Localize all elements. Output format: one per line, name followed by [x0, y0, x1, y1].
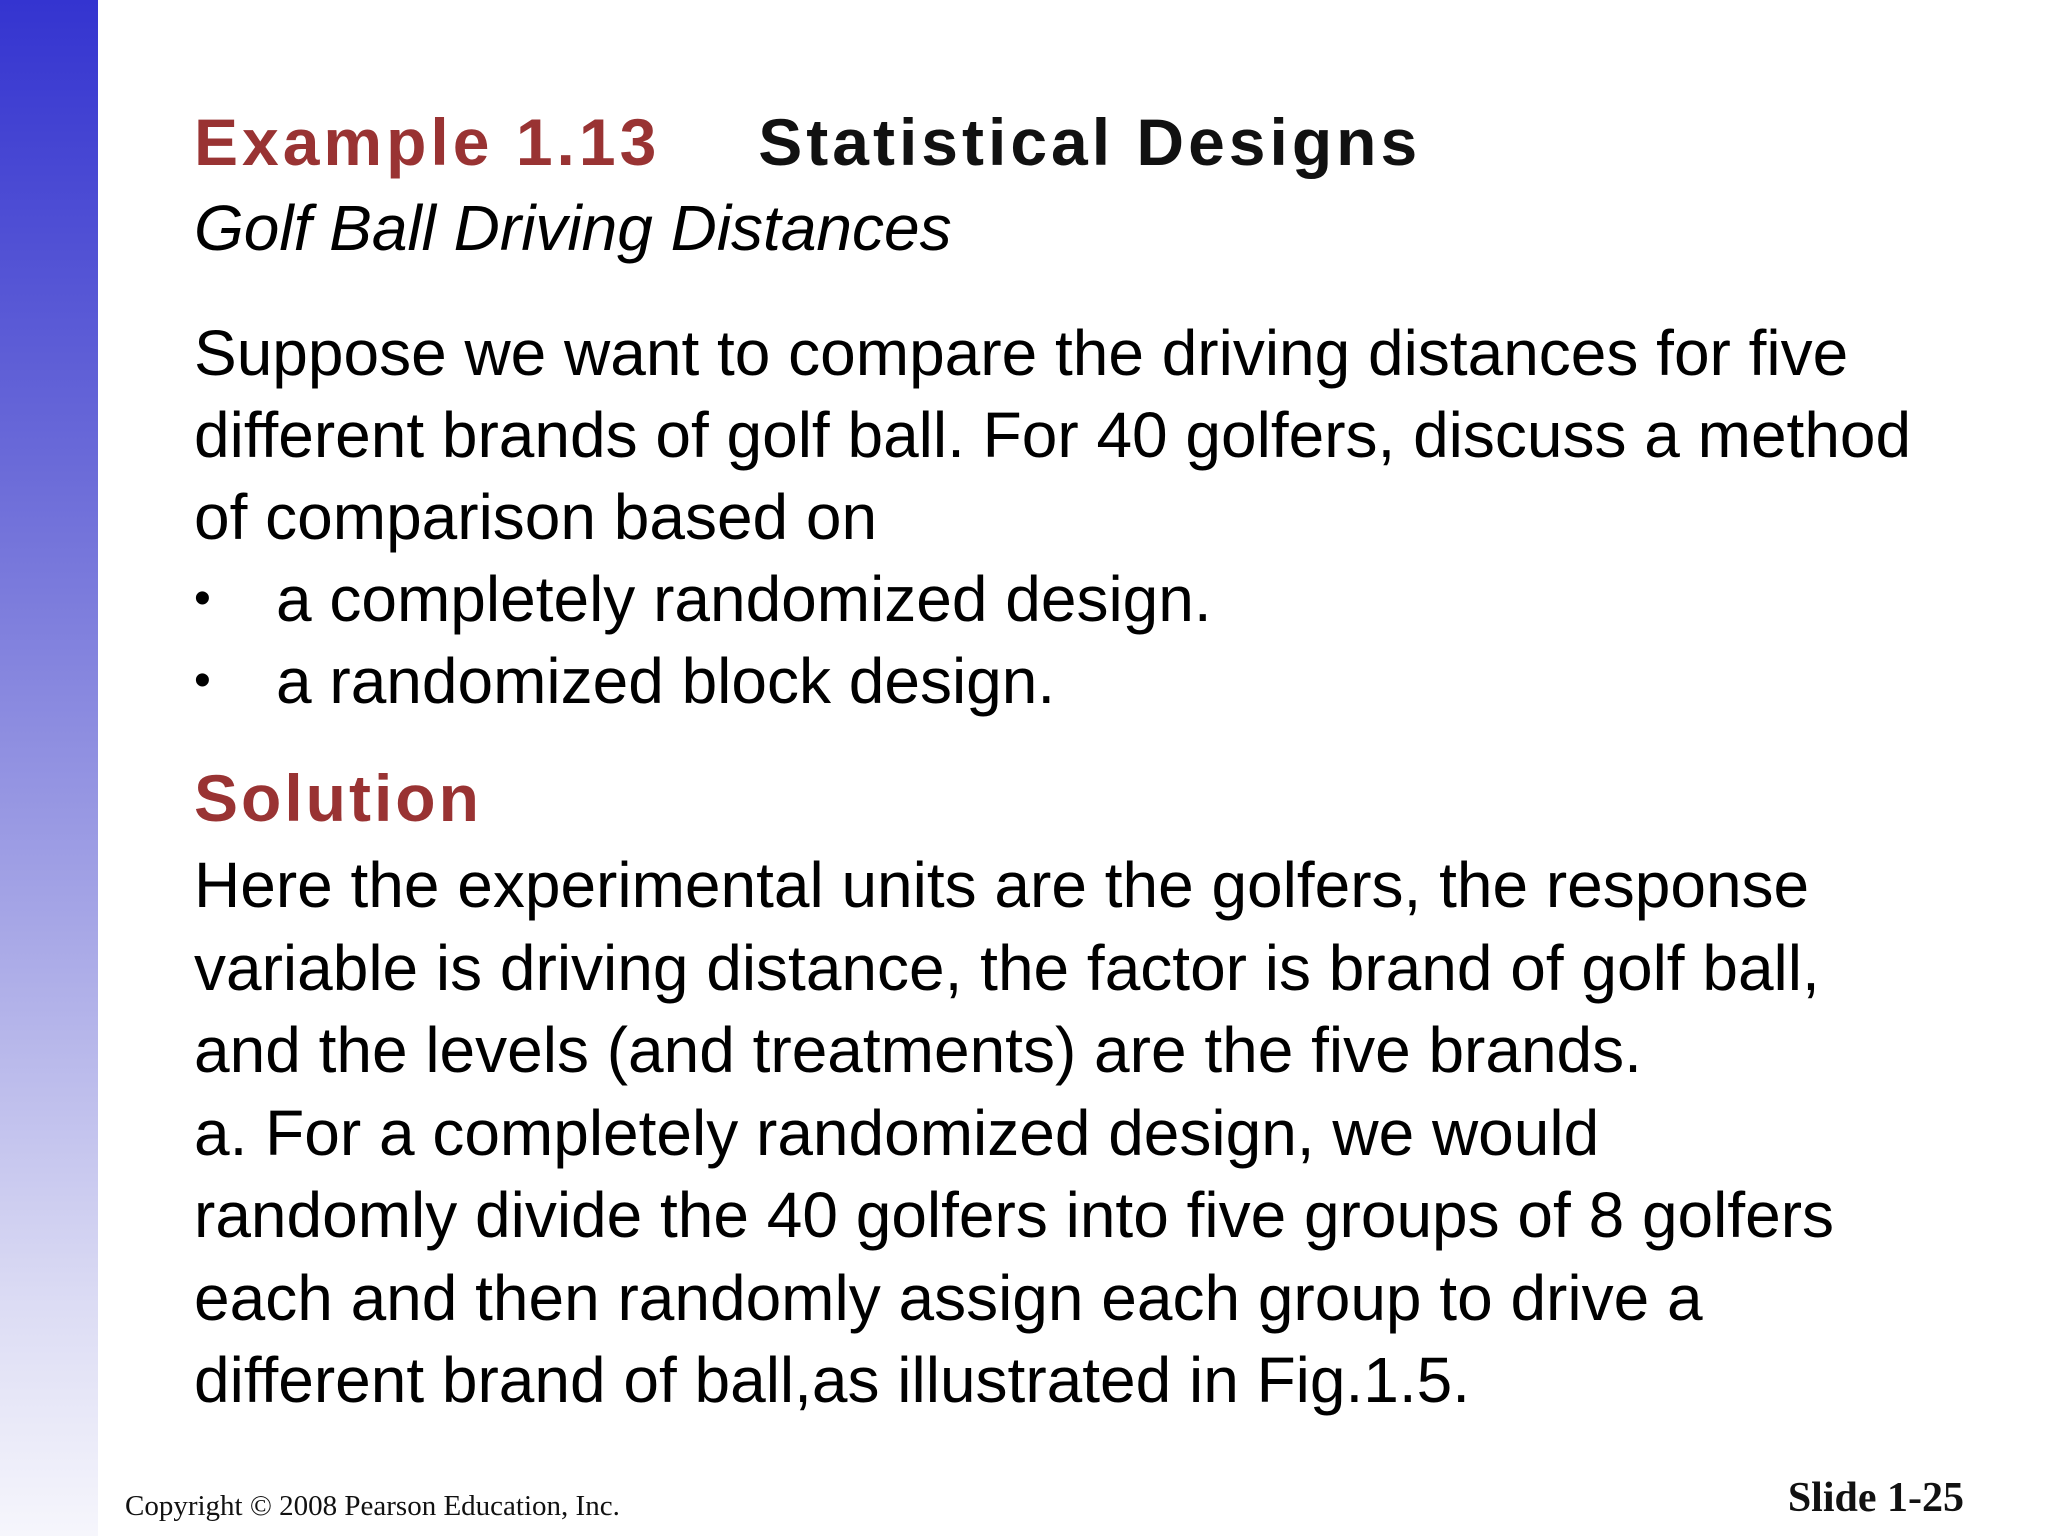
solution-line: variable is driving distance, the factor is brand of golf ball,	[194, 931, 1820, 1004]
problem-text: Suppose we want to compare the driving distances for five different brands of golf ball. For 40 golfers, discuss a method of comparison based on	[194, 317, 1912, 553]
bullet-item	[194, 640, 1974, 722]
solution-line: and the levels (and treatments) are the five brands.	[194, 1014, 1642, 1086]
solution-body	[194, 844, 1994, 1422]
bullet-item	[194, 558, 1974, 640]
problem-statement	[194, 312, 1974, 722]
slide-number: Slide 1-25	[1787, 1475, 1964, 1521]
slide-side-bar	[0, 0, 98, 1536]
solution-line: a. For a completely randomized design, we would	[194, 1096, 1600, 1169]
bullet-icon: •	[194, 654, 211, 707]
solution-heading: Solution	[194, 761, 482, 835]
example-label: Example 1.13	[194, 105, 661, 179]
solution-line: randomly divide the 40 golfers into five groups of 8 golfers	[194, 1179, 1835, 1251]
bullet-text: a completely randomized design.	[276, 563, 1212, 635]
solution-line: each and then randomly assign each group to drive a	[194, 1261, 1703, 1334]
bullet-text: a randomized block design.	[276, 645, 1056, 717]
slide-title	[194, 104, 1421, 180]
slide-subtitle: Golf Ball Driving Distances	[194, 192, 952, 264]
design-bullet-list	[194, 558, 1974, 722]
bullet-icon: •	[194, 572, 211, 625]
copyright-notice: Copyright © 2008 Pearson Education, Inc.	[125, 1490, 620, 1522]
solution-line: different brand of ball,as illustrated in Fig.1.5.	[194, 1344, 1470, 1416]
example-title: Statistical Designs	[758, 105, 1422, 179]
solution-line: Here the experimental units are the golfers, the response	[194, 849, 1810, 921]
